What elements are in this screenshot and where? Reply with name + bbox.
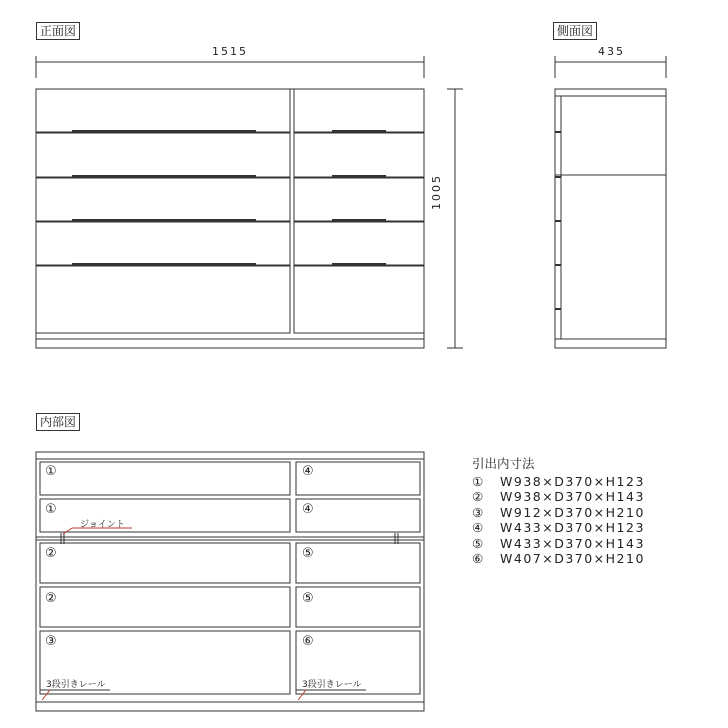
spec-size: W407×D370×H210: [500, 551, 645, 566]
interior-view-label: 内部図: [36, 413, 80, 431]
drawer-number: ⑤: [302, 591, 314, 606]
spec-size: W912×D370×H210: [500, 504, 645, 520]
spec-row: [472, 474, 645, 490]
spec-row: [472, 505, 645, 521]
spec-number: ②: [472, 489, 485, 504]
spec-size: W433×D370×H143: [500, 535, 645, 551]
height-dimension: 1005: [430, 174, 443, 210]
joint-label: ジョイント: [80, 520, 125, 530]
side-view-label: 側面図: [553, 22, 597, 40]
rail-label-left: 3段引きレール: [46, 680, 106, 690]
spec-number: ⑤: [472, 535, 485, 551]
drawer-number: ①: [45, 464, 57, 479]
spec-number: ①: [472, 473, 485, 489]
drawer-number: ④: [302, 464, 314, 479]
front-view-label: 正面図: [36, 22, 80, 40]
rail-label-right: 3段引きレール: [302, 680, 362, 690]
inner-dimensions-list: [472, 456, 645, 567]
drawer-number: ①: [45, 502, 57, 517]
spec-size: W433×D370×H123: [500, 520, 645, 535]
spec-number: ③: [472, 504, 485, 520]
drawer-number: ③: [45, 634, 57, 649]
drawer-number: ⑥: [302, 634, 314, 649]
spec-row: [472, 520, 645, 536]
drawer-number: ②: [45, 546, 57, 561]
spec-row: [472, 489, 645, 505]
drawer-number: ⑤: [302, 546, 314, 561]
spec-size: W938×D370×H123: [500, 473, 645, 489]
spec-row: [472, 551, 645, 567]
specs-title: 引出内寸法: [472, 456, 535, 471]
depth-dimension: 435: [598, 45, 625, 58]
drawer-number: ②: [45, 591, 57, 606]
spec-size: W938×D370×H143: [500, 489, 645, 504]
drawer-number: ④: [302, 502, 314, 517]
spec-number: ④: [472, 520, 485, 535]
spec-row: [472, 536, 645, 552]
width-dimension: 1515: [212, 45, 248, 58]
spec-number: ⑥: [472, 551, 485, 566]
